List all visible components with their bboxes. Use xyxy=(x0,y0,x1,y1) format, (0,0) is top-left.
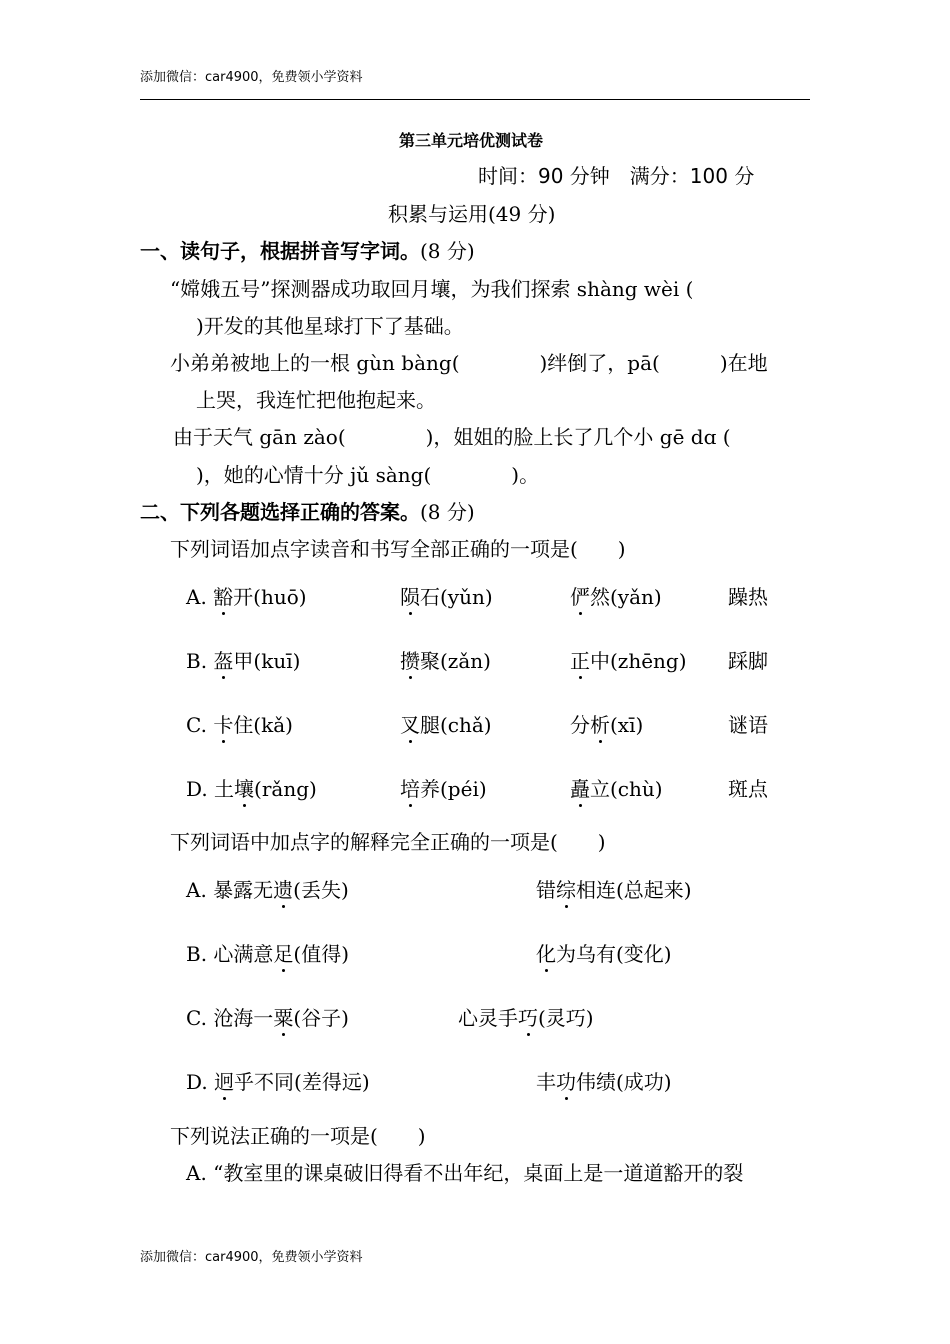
s1-line-4: 上哭，我连忙把他抱起来。 xyxy=(196,388,436,412)
q1-c-word-2 xyxy=(400,709,492,738)
dotted-char: 综 xyxy=(556,874,576,903)
section1-heading xyxy=(140,235,475,264)
q1-b-word-2 xyxy=(400,645,491,674)
section1-points: (8 分) xyxy=(420,239,475,263)
q1-d-word-4: 斑点 xyxy=(728,777,768,801)
word-post: (灵巧) xyxy=(538,1006,594,1030)
word-1 xyxy=(213,581,306,610)
q2-option-b-right xyxy=(536,938,672,967)
word-post: 住(kǎ) xyxy=(233,713,293,737)
dotted-char: 迥 xyxy=(214,1066,234,1095)
word-post: 乎不同(差得远) xyxy=(234,1070,370,1094)
header-divider xyxy=(140,99,810,100)
q1-b-word-3 xyxy=(570,645,687,674)
q2-option-c-right xyxy=(458,1002,594,1031)
word-post: (xī) xyxy=(610,713,644,737)
word-pre: 心灵手 xyxy=(458,1006,518,1030)
q1-a-word-3 xyxy=(570,581,662,610)
word-post: (谷子) xyxy=(293,1006,349,1030)
word-post: 甲(kuī) xyxy=(233,649,301,673)
dotted-char: 析 xyxy=(590,709,610,738)
q2-option-d-left xyxy=(186,1066,370,1095)
word-post: 开(huō) xyxy=(233,585,307,609)
word-pre: 心满意 xyxy=(213,942,274,966)
q1-option-b xyxy=(186,645,300,674)
q1-d-word-3 xyxy=(570,773,663,802)
section1-heading-text: 一、读句子，根据拼音写字词。 xyxy=(140,239,420,263)
option-label: A. xyxy=(186,878,207,902)
q2-stem: 下列词语中加点字的解释完全正确的一项是( ) xyxy=(170,830,606,854)
word-pre: 丰 xyxy=(536,1070,556,1094)
word-post: (rǎng) xyxy=(254,777,317,801)
q2-option-c-left xyxy=(186,1002,349,1031)
dotted-char: 陨 xyxy=(400,581,420,610)
q2-option-a-right xyxy=(536,874,692,903)
dotted-char: 叉 xyxy=(400,709,420,738)
word-pre: 沧海一 xyxy=(213,1006,274,1030)
time-info: 时间：90 分钟 满分：100 分 xyxy=(478,164,755,188)
dotted-char: 化 xyxy=(536,938,556,967)
word-post: (丢失) xyxy=(293,878,349,902)
dotted-char: 正 xyxy=(570,645,590,674)
s1-line-2: )开发的其他星球打下了基础。 xyxy=(196,314,464,338)
word-post: 立(chù) xyxy=(590,777,663,801)
header-note: 添加微信：car4900，免费领小学资料 xyxy=(140,70,363,85)
dotted-char: 矗 xyxy=(570,773,590,802)
option-label: C. xyxy=(186,1006,207,1030)
q1-option-a xyxy=(186,581,307,610)
word-post: 养(péi) xyxy=(420,777,487,801)
word-post: 然(yǎn) xyxy=(590,585,662,609)
q2-option-b-left xyxy=(186,938,349,967)
part-title: 积累与运用(49 分) xyxy=(388,202,556,226)
option-label: D. xyxy=(186,777,208,801)
word-post: 石(yǔn) xyxy=(420,585,493,609)
s1-line-5: 由于天气 gān zào( )，姐姐的脸上长了几个小 gē dɑ ( xyxy=(173,425,731,449)
dotted-char: 俨 xyxy=(570,581,590,610)
word-post: 伟绩(成功) xyxy=(576,1070,672,1094)
q1-stem: 下列词语加点字读音和书写全部正确的一项是( ) xyxy=(170,537,626,561)
q1-c-word-3 xyxy=(570,709,643,738)
word-pre: 错 xyxy=(536,878,556,902)
word-post: 中(zhēng) xyxy=(590,649,687,673)
option-label: D. xyxy=(186,1070,208,1094)
word-post: 聚(zǎn) xyxy=(420,649,491,673)
q3-stem: 下列说法正确的一项是( ) xyxy=(170,1124,426,1148)
option-label: C. xyxy=(186,713,207,737)
word-post: (值得) xyxy=(293,942,350,966)
word-pre: 暴露无 xyxy=(213,878,274,902)
section2-heading-text: 二、下列各题选择正确的答案。 xyxy=(140,500,420,524)
dotted-char: 功 xyxy=(556,1066,576,1095)
dotted-char: 培 xyxy=(400,773,420,802)
dotted-char: 巧 xyxy=(518,1002,538,1031)
word-pre: 分 xyxy=(570,713,590,737)
q1-option-c xyxy=(186,709,293,738)
q3-option-a: A. “教室里的课桌破旧得看不出年纪，桌面上是一道道豁开的裂 xyxy=(186,1161,744,1185)
word-post: 为乌有(变化) xyxy=(556,942,672,966)
q2-option-d-right xyxy=(536,1066,672,1095)
q1-a-word-2 xyxy=(400,581,493,610)
q1-b-word-4: 踩脚 xyxy=(728,649,768,673)
s1-line-1: “嫦娥五号”探测器成功取回月壤，为我们探索 shàng wèi ( xyxy=(170,277,694,301)
dotted-char: 卡 xyxy=(213,709,233,738)
word-post: 腿(chǎ) xyxy=(420,713,492,737)
option-label: B. xyxy=(186,649,208,673)
dotted-char: 粟 xyxy=(273,1002,293,1031)
section2-heading xyxy=(140,496,475,525)
word-pre: 土 xyxy=(214,777,235,801)
dotted-char: 豁 xyxy=(213,581,233,610)
word-post: 相连(总起来) xyxy=(576,878,692,902)
footer-note: 添加微信：car4900，免费领小学资料 xyxy=(140,1250,363,1265)
q1-d-word-2 xyxy=(400,773,487,802)
q1-c-word-4: 谜语 xyxy=(728,713,768,737)
page-title: 第三单元培优测试卷 xyxy=(399,131,544,150)
section2-points: (8 分) xyxy=(420,500,475,524)
dotted-char: 壤 xyxy=(234,773,254,802)
q1-option-d xyxy=(186,773,317,802)
dotted-char: 足 xyxy=(273,938,293,967)
dotted-char: 遗 xyxy=(273,874,293,903)
dotted-char: 盔 xyxy=(213,645,233,674)
q2-option-a-left xyxy=(186,874,349,903)
q1-a-word-4: 躁热 xyxy=(728,585,768,609)
option-label: B. xyxy=(186,942,208,966)
s1-line-6: )，她的心情十分 jǔ sàng( )。 xyxy=(196,463,540,487)
s1-line-3: 小弟弟被地上的一根 gùn bàng( )绊倒了，pā( )在地 xyxy=(170,351,768,375)
dotted-char: 攒 xyxy=(400,645,420,674)
option-label: A. xyxy=(186,585,207,609)
